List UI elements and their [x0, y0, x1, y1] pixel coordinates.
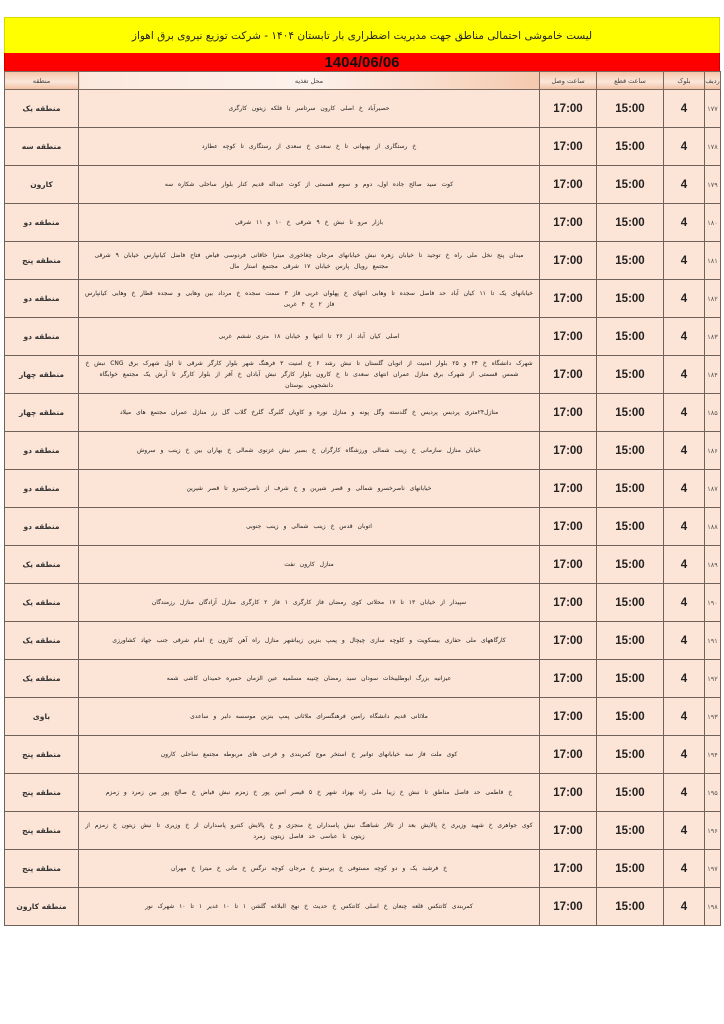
block-number: 4: [664, 90, 705, 128]
feed-location: سپیدار از خیابان ۱۳ تا ۱۷ محلاتی کوی رمضان فاز کارگری ۱ فاز ۲ کارگری منازل آزادگان منازل رزمندگان: [79, 584, 540, 622]
region-name: منطقه پنج: [5, 812, 79, 850]
table-row: [5, 546, 721, 584]
region-name: منطقه دو: [5, 432, 79, 470]
feed-location: کوت سید صالح جاده اول، دوم و سوم قسمتی از کوت عبداله قدیم کنار بلوار ساحلی شکاره سه: [79, 166, 540, 204]
region-name: منطقه یک: [5, 622, 79, 660]
feed-location: شهرک دانشگاه خ ۲۴ و ۲۵ بلوار امنیت از اتوبان گلستان تا نبش رشد ۶ خ امنیت ۳ فرهنگ شهر بلوار کارگر شرقی تا اول شهرک برق CNG نبش خ شمس قسمتی از شهرک برق منازل عمران انتهای سعدی تا خ کارون بلوار کارگر نبش آبادان خ آفر از بلوار کارگر تا آرش یک مجتمع خوابگاه دانشجویی بوستان: [79, 356, 540, 394]
cut-time: 15:00: [597, 508, 664, 546]
restore-time: 17:00: [540, 280, 597, 318]
row-index: ۱۸۳: [705, 318, 721, 356]
block-number: 4: [664, 432, 705, 470]
feed-location: کوی جواهری خ شهید وزیری خ پالایش بعد از تالار شباهنگ نبش پاسداران خ منجزی و خ پالایش کنترو پاسداران از خ وزیری تا نبش زیتون خ زمزم از زیتون تا عباسی حد فاصل زیتون زمرد: [79, 812, 540, 850]
feed-location: ملاثانی قدیم دانشگاه رامین فرهنگسرای ملاثانی پمپ بنزین موسسه دلبر و ساعدی: [79, 698, 540, 736]
restore-time: 17:00: [540, 850, 597, 888]
row-index: ۱۸۸: [705, 508, 721, 546]
feed-location: حصیرآباد خ اصلی کارون سرتاسر تا فلکه زیتون کارگری: [79, 90, 540, 128]
cut-time: 15:00: [597, 128, 664, 166]
block-number: 4: [664, 128, 705, 166]
feed-location: خیابانهای ناصرخسرو شمالی و قصر شیرین و خ شرف از ناصرخسرو تا قصر شیرین: [79, 470, 540, 508]
block-number: 4: [664, 242, 705, 280]
cut-time: 15:00: [597, 584, 664, 622]
region-name: منطقه یک: [5, 546, 79, 584]
row-index: ۱۸۵: [705, 394, 721, 432]
restore-time: 17:00: [540, 394, 597, 432]
table-row: [5, 394, 721, 432]
table-row: [5, 356, 721, 394]
region-name: منطقه یک: [5, 584, 79, 622]
block-number: 4: [664, 356, 705, 394]
cut-time: 15:00: [597, 660, 664, 698]
table-row: [5, 850, 721, 888]
schedule-date: 1404/06/06: [4, 53, 720, 71]
cut-time: 15:00: [597, 356, 664, 394]
feed-location: کارگاههای ملی حفاری بیسکویت و کلوچه سازی چیچال و پمپ بنزین زیباشهر منازل راه آهن کارون خ امام شرقی جنب جهاد کشاورزی: [79, 622, 540, 660]
region-name: منطقه چهار: [5, 394, 79, 432]
cut-time: 15:00: [597, 204, 664, 242]
row-index: ۱۹۸: [705, 888, 721, 926]
restore-time: 17:00: [540, 774, 597, 812]
restore-time: 17:00: [540, 318, 597, 356]
row-index: ۱۸۷: [705, 470, 721, 508]
restore-time: 17:00: [540, 546, 597, 584]
feed-location: خیابانهای یک تا ۱۱ کیان آباد حد فاصل سجده تا وهابی انتهای خ پهلوان غربی فاز ۳ سمت سجده خ مرداد بین وهابی و سجده قطار خ وهابی کیانپارس فاز ۲ خ ۴ غربی: [79, 280, 540, 318]
table-row: [5, 584, 721, 622]
cut-time: 15:00: [597, 280, 664, 318]
block-number: 4: [664, 622, 705, 660]
region-name: منطقه دو: [5, 470, 79, 508]
cut-time: 15:00: [597, 888, 664, 926]
region-name: منطقه پنج: [5, 850, 79, 888]
row-index: ۱۸۴: [705, 356, 721, 394]
header-cut-time: ساعت قطع: [597, 72, 664, 90]
region-name: منطقه دو: [5, 508, 79, 546]
region-name: منطقه یک: [5, 90, 79, 128]
sheet-title: لیست خاموشی احتمالی مناطق جهت مدیریت اضطراری بار تابستان ۱۴۰۴ - شرکت توزیع نیروی برق اهواز: [4, 17, 720, 53]
block-number: 4: [664, 318, 705, 356]
header-region: منطقه: [5, 72, 79, 90]
feed-location: کوی ملت فاز سه خیابانهای توانیر خ استخر موج کمربندی و فرعی های مربوطه مجتمع ساحلی کارون: [79, 736, 540, 774]
table-header-row: [5, 72, 721, 90]
cut-time: 15:00: [597, 812, 664, 850]
block-number: 4: [664, 850, 705, 888]
cut-time: 15:00: [597, 318, 664, 356]
table-row: [5, 280, 721, 318]
block-number: 4: [664, 394, 705, 432]
feed-location: خ فرشید یک و دو کوچه مستوفی خ پرستو خ مرجان کوچه نرگس خ مانی خ میترا خ مهران: [79, 850, 540, 888]
row-index: ۱۷۸: [705, 128, 721, 166]
restore-time: 17:00: [540, 888, 597, 926]
table-row: [5, 888, 721, 926]
row-index: ۱۷۹: [705, 166, 721, 204]
block-number: 4: [664, 736, 705, 774]
region-name: منطقه پنج: [5, 736, 79, 774]
row-index: ۱۸۰: [705, 204, 721, 242]
restore-time: 17:00: [540, 128, 597, 166]
row-index: ۱۹۵: [705, 774, 721, 812]
cut-time: 15:00: [597, 242, 664, 280]
feed-location: منازل کارون نفت: [79, 546, 540, 584]
row-index: ۱۸۶: [705, 432, 721, 470]
feed-location: اصلی کیان آباد از ۲۶ تا انتها و خیابان ۱۸ متری ششم غربی: [79, 318, 540, 356]
feed-location: میدان پنج نخل ملی راه خ توحید تا خیابان زهره نبش خیابانهای مرجان چغاخوری میترا خاقانی فردوسی فیاض فتاح فاضل کیانپارس خیابان ۹ شرقی مجتمع رویال پارس خیابان ۱۷ شرقی مجتمع استار مال: [79, 242, 540, 280]
feed-location: کمربندی کانتکس قلعه چنعان خ اصلی کانتکس خ حدیث خ نهج البلاغه گلشن ۱ تا ۱۰ غدیر ۱ تا ۱۰ شهرک نور: [79, 888, 540, 926]
cut-time: 15:00: [597, 736, 664, 774]
row-index: ۱۸۹: [705, 546, 721, 584]
row-index: ۱۹۱: [705, 622, 721, 660]
feed-location: بازار مرو تا نبش خ ۹ شرقی خ ۱۰ و ۱۱ شرقی: [79, 204, 540, 242]
table-row: [5, 90, 721, 128]
region-name: منطقه دو: [5, 280, 79, 318]
row-index: ۱۸۱: [705, 242, 721, 280]
block-number: 4: [664, 204, 705, 242]
header-feed-location: محل تغذیه: [79, 72, 540, 90]
restore-time: 17:00: [540, 698, 597, 736]
block-number: 4: [664, 166, 705, 204]
row-index: ۱۸۲: [705, 280, 721, 318]
region-name: منطقه کارون: [5, 888, 79, 926]
feed-location: خ فاطمی حد فاصل مناطق تا نبش خ زیبا ملی راه بهزاد شهر خ ۵ قیصر امین پور خ زمزم نبش فیاض خ صالح پور بین زمرد و زمزم: [79, 774, 540, 812]
row-index: ۱۹۶: [705, 812, 721, 850]
restore-time: 17:00: [540, 166, 597, 204]
region-name: باوی: [5, 698, 79, 736]
cut-time: 15:00: [597, 166, 664, 204]
table-row: [5, 698, 721, 736]
region-name: منطقه یک: [5, 660, 79, 698]
cut-time: 15:00: [597, 90, 664, 128]
block-number: 4: [664, 280, 705, 318]
header-restore-time: ساعت وصل: [540, 72, 597, 90]
cut-time: 15:00: [597, 432, 664, 470]
row-index: ۱۷۷: [705, 90, 721, 128]
block-number: 4: [664, 508, 705, 546]
outage-schedule-sheet: [4, 17, 720, 926]
region-name: منطقه پنج: [5, 774, 79, 812]
row-index: ۱۹۷: [705, 850, 721, 888]
cut-time: 15:00: [597, 774, 664, 812]
restore-time: 17:00: [540, 584, 597, 622]
row-index: ۱۹۴: [705, 736, 721, 774]
block-number: 4: [664, 660, 705, 698]
table-row: [5, 660, 721, 698]
region-name: منطقه سه: [5, 128, 79, 166]
cut-time: 15:00: [597, 470, 664, 508]
feed-location: عیزانیه بزرگ ابوطلیبخات سودان سید رمضان چنیبه مسلمیه عین الزمان حمیره حمیدان کاشی شمه: [79, 660, 540, 698]
table-row: [5, 432, 721, 470]
region-name: منطقه دو: [5, 204, 79, 242]
row-index: ۱۹۰: [705, 584, 721, 622]
cut-time: 15:00: [597, 546, 664, 584]
outage-table: [4, 71, 721, 926]
block-number: 4: [664, 888, 705, 926]
table-row: [5, 318, 721, 356]
block-number: 4: [664, 812, 705, 850]
table-row: [5, 204, 721, 242]
cut-time: 15:00: [597, 850, 664, 888]
region-name: کارون: [5, 166, 79, 204]
row-index: ۱۹۲: [705, 660, 721, 698]
table-row: [5, 166, 721, 204]
header-block: بلوک: [664, 72, 705, 90]
block-number: 4: [664, 698, 705, 736]
feed-location: منازل۲۴متری پردیس پردیس خ گلدسته وگل پونه و منازل نوره و کاویان گلبرگ گلرخ گلاب گل رز منازل عمران مجتمع های میلاد: [79, 394, 540, 432]
block-number: 4: [664, 774, 705, 812]
table-row: [5, 508, 721, 546]
region-name: منطقه پنج: [5, 242, 79, 280]
feed-location: خیابان منازل سازمانی خ زینب شمالی ورزشگاه کارگران خ بصیر نبش غزنوی شمالی خ بهاران بین خ زینب و سروش: [79, 432, 540, 470]
table-row: [5, 242, 721, 280]
restore-time: 17:00: [540, 660, 597, 698]
feed-location: اتوبان قدس خ زینب شمالی و زینب جنوبی: [79, 508, 540, 546]
restore-time: 17:00: [540, 622, 597, 660]
header-index: ردیف: [705, 72, 721, 90]
restore-time: 17:00: [540, 242, 597, 280]
table-row: [5, 128, 721, 166]
table-row: [5, 736, 721, 774]
restore-time: 17:00: [540, 432, 597, 470]
block-number: 4: [664, 584, 705, 622]
table-body: [5, 90, 721, 926]
block-number: 4: [664, 546, 705, 584]
block-number: 4: [664, 470, 705, 508]
table-row: [5, 812, 721, 850]
cut-time: 15:00: [597, 622, 664, 660]
restore-time: 17:00: [540, 90, 597, 128]
region-name: منطقه چهار: [5, 356, 79, 394]
restore-time: 17:00: [540, 470, 597, 508]
table-row: [5, 774, 721, 812]
row-index: ۱۹۳: [705, 698, 721, 736]
restore-time: 17:00: [540, 736, 597, 774]
cut-time: 15:00: [597, 698, 664, 736]
restore-time: 17:00: [540, 204, 597, 242]
feed-location: خ رستگاری از بهبهانی تا خ سعدی خ سعدی از رستگاری تا کوچه عطارد: [79, 128, 540, 166]
table-row: [5, 622, 721, 660]
restore-time: 17:00: [540, 356, 597, 394]
cut-time: 15:00: [597, 394, 664, 432]
restore-time: 17:00: [540, 508, 597, 546]
table-row: [5, 470, 721, 508]
region-name: منطقه دو: [5, 318, 79, 356]
restore-time: 17:00: [540, 812, 597, 850]
